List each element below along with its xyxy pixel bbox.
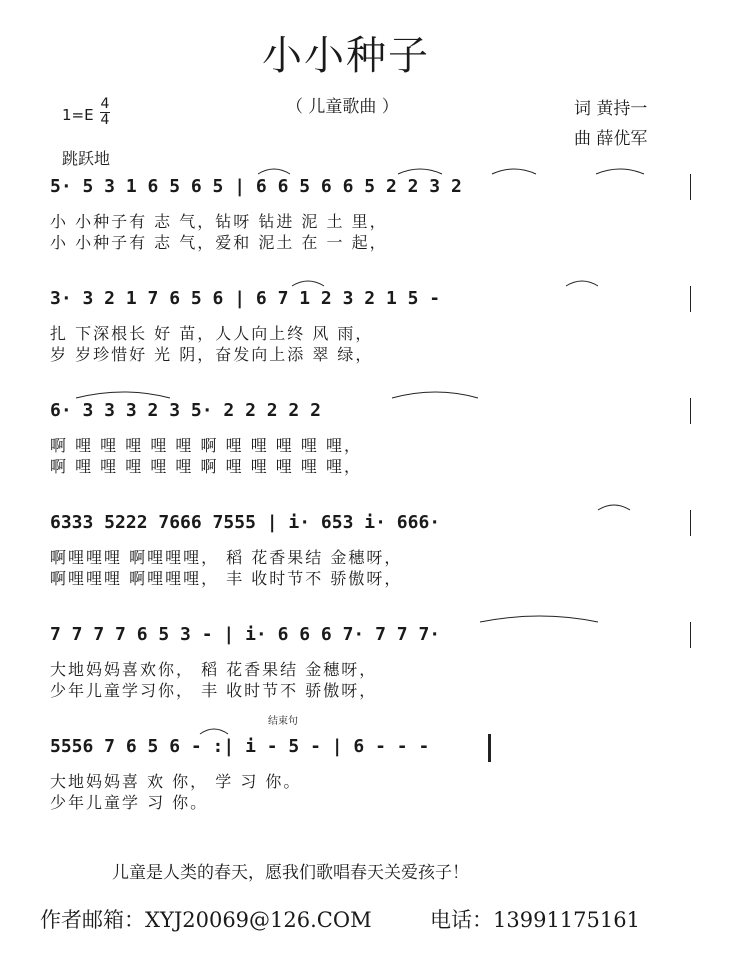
system-1-notes: 5· 5 3 1 6 5 6 5 | 6 6 5 6 6 5 2 2 3 2 <box>50 176 462 197</box>
slur <box>566 281 598 286</box>
system-5-notes: 7 7 7 7 6 5 3 - | i· 6 6 6 7· 7 7 7· <box>50 624 441 645</box>
composer-credit: 曲 薛优军 <box>574 129 648 149</box>
slur <box>76 392 170 398</box>
system-3-lyrics-verse-2: 啊 哩 哩 哩 哩 哩 啊 哩 哩 哩 哩 哩， <box>50 457 362 476</box>
system-2-lyrics-verse-2: 岁 岁珍惜好 光 阴，奋发向上添 翠 绿， <box>50 345 374 364</box>
system-2-lyrics-verse-1: 扎 下深根长 好 苗，人人向上终 风 雨， <box>50 324 374 343</box>
lyricist-credit: 词 黄持一 <box>574 99 648 119</box>
page-title: 小小种子 <box>262 33 430 79</box>
system-4-lyrics-verse-1: 啊哩哩哩 啊哩哩哩， 稻 花香果结 金穗呀， <box>50 548 403 567</box>
contact-email: 作者邮箱：XYJ20069@126.COM <box>40 908 372 932</box>
time-signature-top: 4 <box>100 96 110 112</box>
ending-mark: 结束句 <box>268 716 298 727</box>
system-6-lyrics-verse-2: 少年儿童学 习 你。 <box>50 793 209 812</box>
system-4-lyrics-verse-2: 啊哩哩哩 啊哩哩哩， 丰 收时节不 骄傲呀， <box>50 569 403 588</box>
time-signature-bottom: 4 <box>100 112 110 128</box>
system-3-notes: 6· 3 3 3 2 3 5· 2 2 2 2 2 <box>50 400 321 421</box>
system-6-lyrics-verse-1: 大地妈妈喜 欢 你， 学 习 你。 <box>50 772 302 791</box>
system-1-lyrics-verse-1: 小 小种子有 志 气，钻呀 钻进 泥 土 里， <box>50 212 388 231</box>
system-2-notes: 3· 3 2 1 7 6 5 6 | 6 7 1 2 3 2 1 5 - <box>50 288 441 309</box>
slur <box>596 169 644 174</box>
tempo-marking: 跳跃地 <box>62 149 111 168</box>
system-5-lyrics-verse-1: 大地妈妈喜欢你， 稻 花香果结 金穗呀， <box>50 660 378 679</box>
slur <box>480 616 598 622</box>
slur <box>258 169 290 174</box>
slur <box>292 281 324 286</box>
slur <box>392 392 478 398</box>
slur <box>598 505 630 510</box>
song-genre: （ 儿童歌曲 ） <box>286 97 399 117</box>
slur <box>492 169 536 174</box>
system-6-notes: 5556 7 6 5 6 - :| i - 5 - | 6 - - - <box>50 736 430 757</box>
contact-phone: 电话：13991175161 <box>430 908 640 932</box>
system-1-lyrics-verse-2: 小 小种子有 志 气，爱和 泥土 在 一 起， <box>50 233 388 252</box>
slur <box>398 169 442 174</box>
slur <box>200 729 228 734</box>
system-4-notes: 6333 5222 7666 7555 | i· 653 i· 666· <box>50 512 441 533</box>
key-signature: 1=E <box>62 106 94 124</box>
system-3-lyrics-verse-1: 啊 哩 哩 哩 哩 哩 啊 哩 哩 哩 哩 哩， <box>50 436 362 455</box>
footer-message: 儿童是人类的春天，愿我们歌唱春天关爱孩子！ <box>112 863 469 883</box>
system-5-lyrics-verse-2: 少年儿童学习你， 丰 收时节不 骄傲呀， <box>50 681 378 700</box>
